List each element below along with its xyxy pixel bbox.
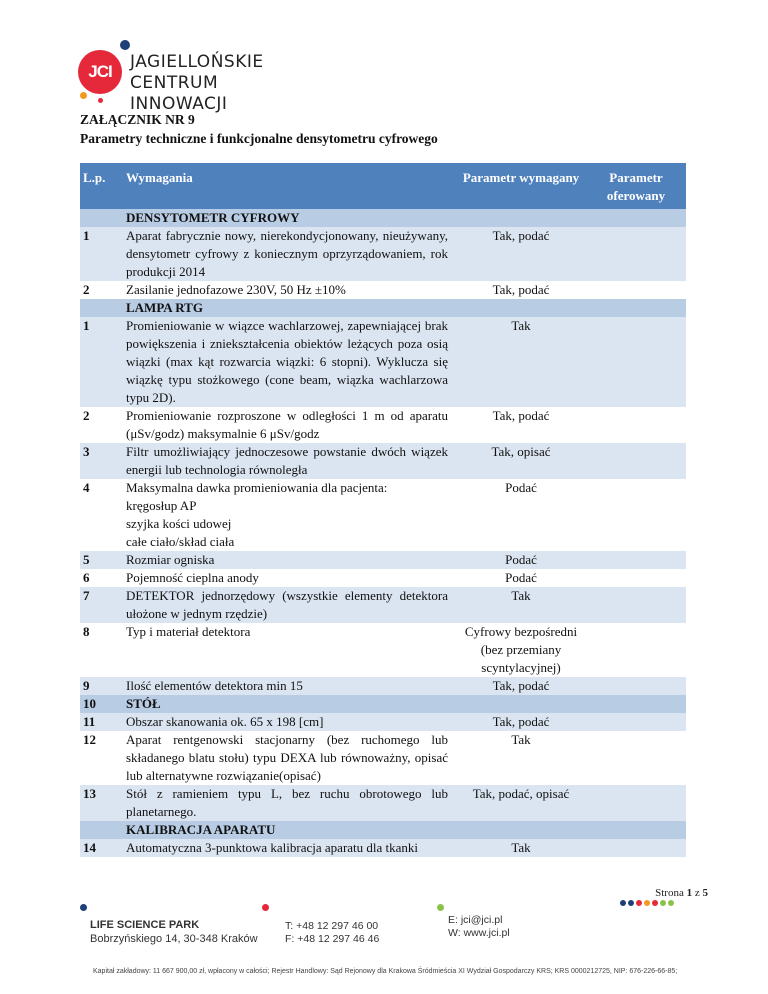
required-value: Tak, podać (492, 282, 550, 297)
required-value: Podać (505, 480, 537, 495)
logo-text (130, 52, 318, 115)
section-title: DENSYTOMETR CYFROWY (126, 209, 456, 227)
table-row (80, 677, 686, 695)
row-number: 1 (80, 317, 126, 407)
required-value: Tak, podać (456, 227, 586, 281)
offered-value[interactable] (586, 281, 686, 299)
table-row (80, 731, 686, 785)
requirement-text: DETEKTOR jednorzędowy (wszystkie elementy detektora ułożone w jednym rzędzie) (126, 587, 456, 623)
required-value: Tak (456, 839, 586, 857)
table-row (80, 551, 686, 569)
table-row (80, 407, 686, 443)
footer-email[interactable]: jci@jci.pl (460, 914, 503, 926)
logo-dot-red (98, 98, 103, 103)
document-subtitle: Parametry techniczne i funkcjonalne densytometru cyfrowego (80, 131, 438, 146)
required-value: Tak, podać, opisać (456, 785, 586, 821)
required-value: Tak, podać (492, 408, 550, 423)
offered-value[interactable] (586, 407, 686, 443)
footer-dot-navy (80, 904, 87, 911)
offered-value[interactable] (586, 569, 686, 587)
header-lp: L.p. (80, 163, 126, 209)
offered-value[interactable] (586, 731, 686, 785)
logo-dot-orange (80, 92, 87, 99)
offered-value[interactable] (586, 479, 686, 551)
requirement-text: Maksymalna dawka promieniowania dla pacjenta: kręgosłup AP szyjka kości udowej całe ciało/skład ciała (126, 480, 388, 549)
required-value (456, 209, 586, 227)
footer (0, 906, 768, 994)
required-value (456, 821, 586, 839)
offered-value[interactable] (586, 587, 686, 623)
header-required: Parametr wymagany (456, 163, 586, 209)
table-row (80, 443, 686, 479)
offered-value[interactable] (586, 821, 686, 839)
row-number: 2 (83, 282, 90, 297)
document-title: ZAŁĄCZNIK NR 9 (80, 112, 195, 127)
offered-value[interactable] (586, 695, 686, 713)
row-number (80, 299, 126, 317)
section-row (80, 695, 686, 713)
offered-value[interactable] (586, 623, 686, 677)
offered-value[interactable] (586, 677, 686, 695)
logo-dot-navy (120, 40, 130, 50)
row-number: 12 (83, 732, 96, 747)
footer-phones: T: +48 12 297 46 00 F: +48 12 297 46 46 (285, 920, 380, 945)
section-title: KALIBRACJA APARATU (126, 821, 456, 839)
table-row (80, 839, 686, 857)
offered-value[interactable] (586, 713, 686, 731)
requirement-text: Rozmiar ogniska (126, 551, 456, 569)
offered-value[interactable] (586, 209, 686, 227)
footer-dot-green (437, 904, 444, 911)
row-number: 8 (83, 624, 90, 639)
table-body (80, 209, 686, 857)
row-number (80, 209, 126, 227)
required-value: Tak, podać (456, 713, 586, 731)
table-header-row (80, 163, 686, 209)
footer-legal: Kapitał zakładowy: 11 667 900,00 zł, wpłacony w całości; Rejestr Handlowy: Sąd Rejonowy dla Krakowa Śródmieścia XI Wydział Gospodarczy KRS; KRS 0000212725, NIP: 676-226-66-85; (93, 968, 678, 975)
section-title: STÓŁ (126, 695, 456, 713)
offered-value[interactable] (586, 299, 686, 317)
page-sep: z (694, 887, 700, 899)
requirement-text: Pojemność cieplna anody (126, 570, 259, 585)
row-number: 1 (80, 227, 126, 281)
table-row (80, 281, 686, 299)
table-row (80, 623, 686, 677)
row-number: 7 (80, 587, 126, 623)
requirement-text: Ilość elementów detektora min 15 (126, 677, 456, 695)
header-offered: Parametr oferowany (586, 163, 686, 209)
logo-line-2: CENTRUM INNOWACJI (130, 73, 228, 114)
required-value: Tak (456, 317, 586, 407)
required-value: Podać (505, 570, 537, 585)
footer-dot-red (262, 904, 269, 911)
row-number: 3 (80, 443, 126, 479)
row-number: 6 (83, 570, 90, 585)
section-title: LAMPA RTG (126, 299, 456, 317)
requirement-text: Filtr umożliwiający jednoczesowe powstanie dwóch wiązek energii lub technologia równoległa (126, 443, 456, 479)
footer-web: E: jci@jci.pl W: www.jci.pl (448, 914, 510, 939)
required-value: Podać (456, 551, 586, 569)
footer-address: Bobrzyńskiego 14, 30-348 Kraków (90, 933, 258, 945)
page-number (655, 887, 708, 899)
required-value: Tak (511, 732, 531, 747)
row-number: 11 (80, 713, 126, 731)
table-row (80, 479, 686, 551)
requirement-text: Typ i materiał detektora (126, 624, 251, 639)
required-value: Tak, opisać (456, 443, 586, 479)
offered-value[interactable] (586, 839, 686, 857)
offered-value[interactable] (586, 443, 686, 479)
offered-value[interactable] (586, 785, 686, 821)
offered-value[interactable] (586, 551, 686, 569)
table-row (80, 317, 686, 407)
requirement-text: Stół z ramieniem typu L, bez ruchu obrotowego lub planetarnego. (126, 785, 456, 821)
row-number: 2 (83, 408, 90, 423)
required-value: Tak, podać (456, 677, 586, 695)
requirement-text: Automatyczna 3-punktowa kalibracja aparatu dla tkanki (126, 839, 456, 857)
row-number: 9 (80, 677, 126, 695)
table-row (80, 587, 686, 623)
section-row (80, 821, 686, 839)
required-value (456, 299, 586, 317)
required-value: Cyfrowy bezpośredni (bez przemiany scyntylacyjnej) (464, 624, 578, 675)
jci-logo (78, 40, 318, 114)
page-prefix: Strona (655, 887, 684, 899)
logo-monogram: JCI (78, 50, 122, 94)
requirement-text: Promieniowanie rozproszone w odległości 1 m od aparatu (μSv/godz) maksymalnie 6 μSv/godz (126, 408, 448, 441)
section-row (80, 299, 686, 317)
table-row (80, 569, 686, 587)
footer-org: LIFE SCIENCE PARK (90, 919, 200, 931)
requirement-text: Zasilanie jednofazowe 230V, 50 Hz ±10% (126, 282, 346, 297)
table-row (80, 785, 686, 821)
page-current: 1 (686, 887, 693, 899)
requirements-table (80, 163, 686, 857)
logo-line-1: JAGIELLOŃSKIE (130, 52, 264, 72)
requirement-text: Aparat rentgenowski stacjonarny (bez ruchomego lub składanego blatu stołu) typu DEXA lub równoważny, opisać lub alternatywne rozwiązanie(opisać) (126, 732, 448, 783)
footer-fax: +48 12 297 46 46 (297, 933, 380, 945)
requirement-text: Obszar skanowania ok. 65 x 198 [cm] (126, 713, 456, 731)
row-number: 4 (83, 480, 90, 495)
row-number: 5 (80, 551, 126, 569)
requirement-text: Promieniowanie w wiązce wachlarzowej, zapewniającej brak powiększenia i zniekształcenia obiektów leżących poza osią wiązki (max kąt rozwarcia wiązki: 6 stopni). Wyklucza się wiązkę typu stożkowego (cone beam, wiązka wachlarzowa typu 2D). (126, 317, 456, 407)
header-requirements: Wymagania (126, 163, 456, 209)
required-value: Tak (456, 587, 586, 623)
row-number: 13 (80, 785, 126, 821)
required-value (456, 695, 586, 713)
footer-address-block (90, 918, 258, 946)
row-number: 14 (80, 839, 126, 857)
offered-value[interactable] (586, 317, 686, 407)
row-number: 10 (80, 695, 126, 713)
table-row (80, 227, 686, 281)
footer-phone: +48 12 297 46 00 (296, 920, 379, 932)
row-number (80, 821, 126, 839)
page-total: 5 (702, 887, 708, 899)
requirement-text: Aparat fabrycznie nowy, nierekondycjonowany, nieużywany, densytometr cyfrowy z koniecznym oprzyrządowaniem, rok produkcji 2014 (126, 227, 456, 281)
footer-website[interactable]: www.jci.pl (463, 927, 510, 939)
table-row (80, 713, 686, 731)
section-row (80, 209, 686, 227)
offered-value[interactable] (586, 227, 686, 281)
